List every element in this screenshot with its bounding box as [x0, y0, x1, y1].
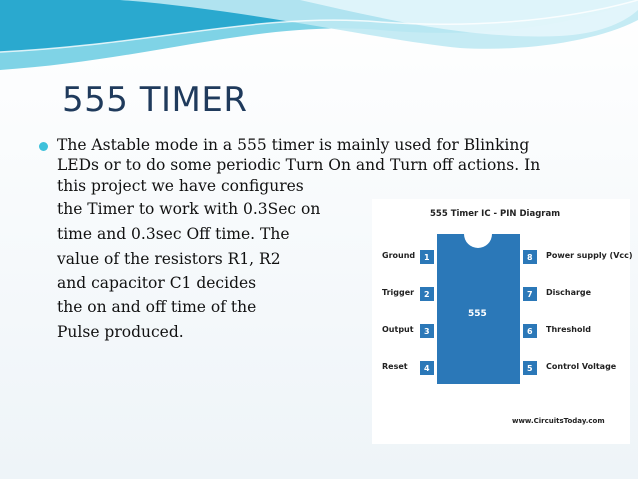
- pin-number: 7: [527, 290, 533, 299]
- pin-label-left: Output: [382, 325, 414, 334]
- pin-number: 4: [424, 364, 430, 373]
- pin-diagram: [372, 199, 633, 444]
- pin-label-left: Ground: [382, 251, 416, 260]
- body-text-line: The Astable mode in a 555 timer is mainly used for Blinking: [57, 136, 530, 154]
- pin-label-left: Trigger: [382, 288, 415, 297]
- chip-drawing: [372, 199, 630, 444]
- diagram-title: 555 Timer IC - PIN Diagram: [430, 209, 561, 219]
- pin-label-right: Threshold: [546, 325, 591, 334]
- pin-number: 8: [527, 253, 533, 262]
- body-text-line: Pulse produced.: [57, 323, 184, 341]
- body-text-line: time and 0.3sec Off time. The: [57, 225, 290, 243]
- pin-label-right: Discharge: [546, 288, 592, 297]
- body-text-line: this project we have configures: [57, 177, 304, 195]
- pin-number: 6: [527, 327, 533, 336]
- slide-title: 555 TIMER: [62, 80, 248, 120]
- body-text-line: the Timer to work with 0.3Sec on: [57, 200, 321, 218]
- pin-number: 2: [424, 290, 430, 299]
- diagram-footer: www.CircuitsToday.com: [512, 417, 605, 425]
- pin-label-left: Reset: [382, 362, 408, 371]
- body-text-line: LEDs or to do some periodic Turn On and Turn off actions. In: [57, 156, 541, 174]
- decorative-wave-header: [0, 0, 638, 80]
- body-text-line: value of the resistors R1, R2: [57, 250, 281, 268]
- bullet-icon: [39, 142, 48, 151]
- body-text-line: the on and off time of the: [57, 298, 257, 316]
- pin-label-right: Power supply (Vcc): [546, 251, 633, 260]
- pin-number: 1: [424, 253, 430, 262]
- pin-number: 5: [527, 364, 533, 373]
- body-text-line: and capacitor C1 decides: [57, 274, 257, 292]
- chip-label: 555: [468, 309, 487, 319]
- pin-label-right: Control Voltage: [546, 362, 617, 371]
- pin-number: 3: [424, 327, 430, 336]
